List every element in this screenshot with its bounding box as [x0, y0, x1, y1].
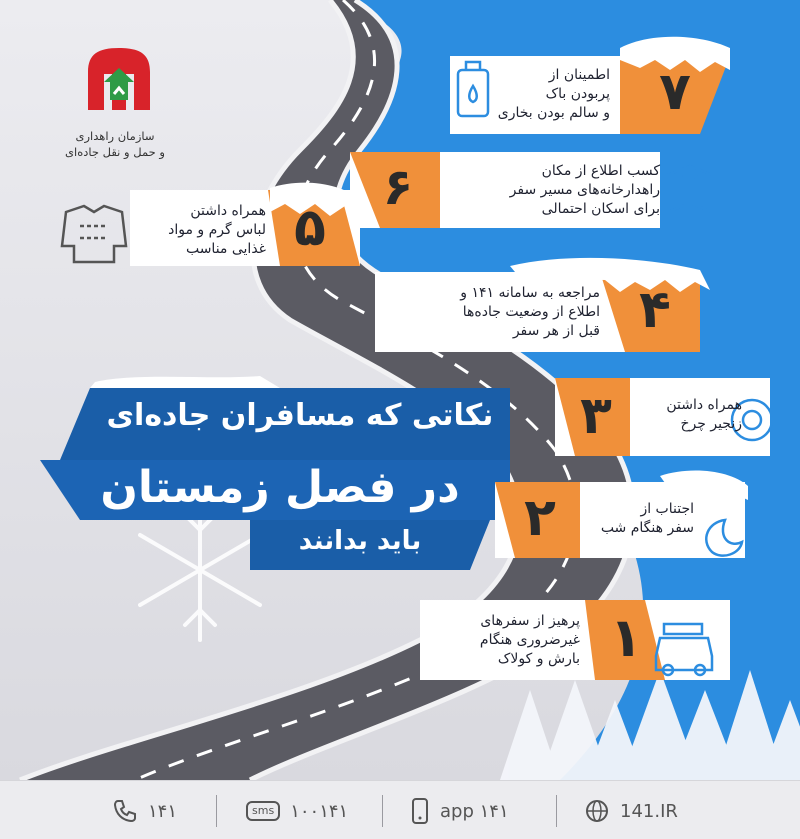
footer-separator [556, 795, 557, 827]
tip-6-number: ۶ [382, 158, 414, 216]
footer-web[interactable] [584, 797, 678, 825]
tip-5-text: همراه داشتن لباس گرم و مواد غذایی مناسب [168, 203, 266, 257]
organization-name [40, 128, 190, 160]
phone-icon [112, 798, 138, 824]
title-line3: باید بدانند [298, 526, 422, 556]
footer-separator [216, 795, 217, 827]
footer-separator [382, 795, 383, 827]
tip-4-number: ۴ [639, 280, 671, 340]
tip-5-number: ۵ [294, 198, 326, 258]
mobile-icon [410, 797, 430, 825]
footer-web-address: 141.IR [620, 800, 678, 822]
footer [0, 780, 800, 839]
tip-4-text: مراجعه به سامانه ۱۴۱ و اطلاع از وضعیت جاده‌ها قبل از هر سفر [460, 285, 600, 339]
organization-line1: سازمان راهداری [75, 129, 155, 143]
title-line1: نکاتی که مسافران جاده‌ای [106, 398, 494, 433]
tip-1-number: ۱ [609, 606, 643, 669]
tip-3-text: همراه داشتن زنجیر چرخ [666, 397, 742, 432]
rmto-logo [84, 44, 154, 114]
footer-phone-number: ۱۴۱ [148, 800, 178, 822]
organization-line2: و حمل و نقل جاده‌ای [65, 145, 165, 159]
snowflake-decoration [140, 500, 260, 640]
footer-app-label: app ۱۴۱ [440, 800, 509, 822]
footer-app[interactable] [410, 797, 509, 825]
footer-phone[interactable] [112, 797, 177, 825]
tip-3-number: ۳ [580, 386, 612, 446]
tip-6-text: کسب اطلاع از مکان راهدارخانه‌های مسیر سفر برای اسکان احتمالی [509, 163, 660, 217]
tip-2-text: اجتناب از سفر هنگام شب [600, 501, 694, 536]
footer-sms-number: ۱۰۰۱۴۱ [290, 800, 349, 822]
tip-1-text: پرهیز از سفرهای غیرضروری هنگام بارش و کولاک [479, 613, 580, 667]
tip-7-text: اطمینان از پربودن باک و سالم بودن بخاری [497, 67, 610, 121]
footer-sms[interactable] [246, 797, 348, 825]
globe-icon [584, 798, 610, 824]
tip-7-number: ۷ [659, 62, 691, 122]
tip-2-number: ۲ [524, 488, 556, 548]
title-line2: در فصل زمستان [100, 462, 460, 513]
sweater-icon [62, 206, 126, 262]
sms-icon: sms [246, 801, 280, 821]
